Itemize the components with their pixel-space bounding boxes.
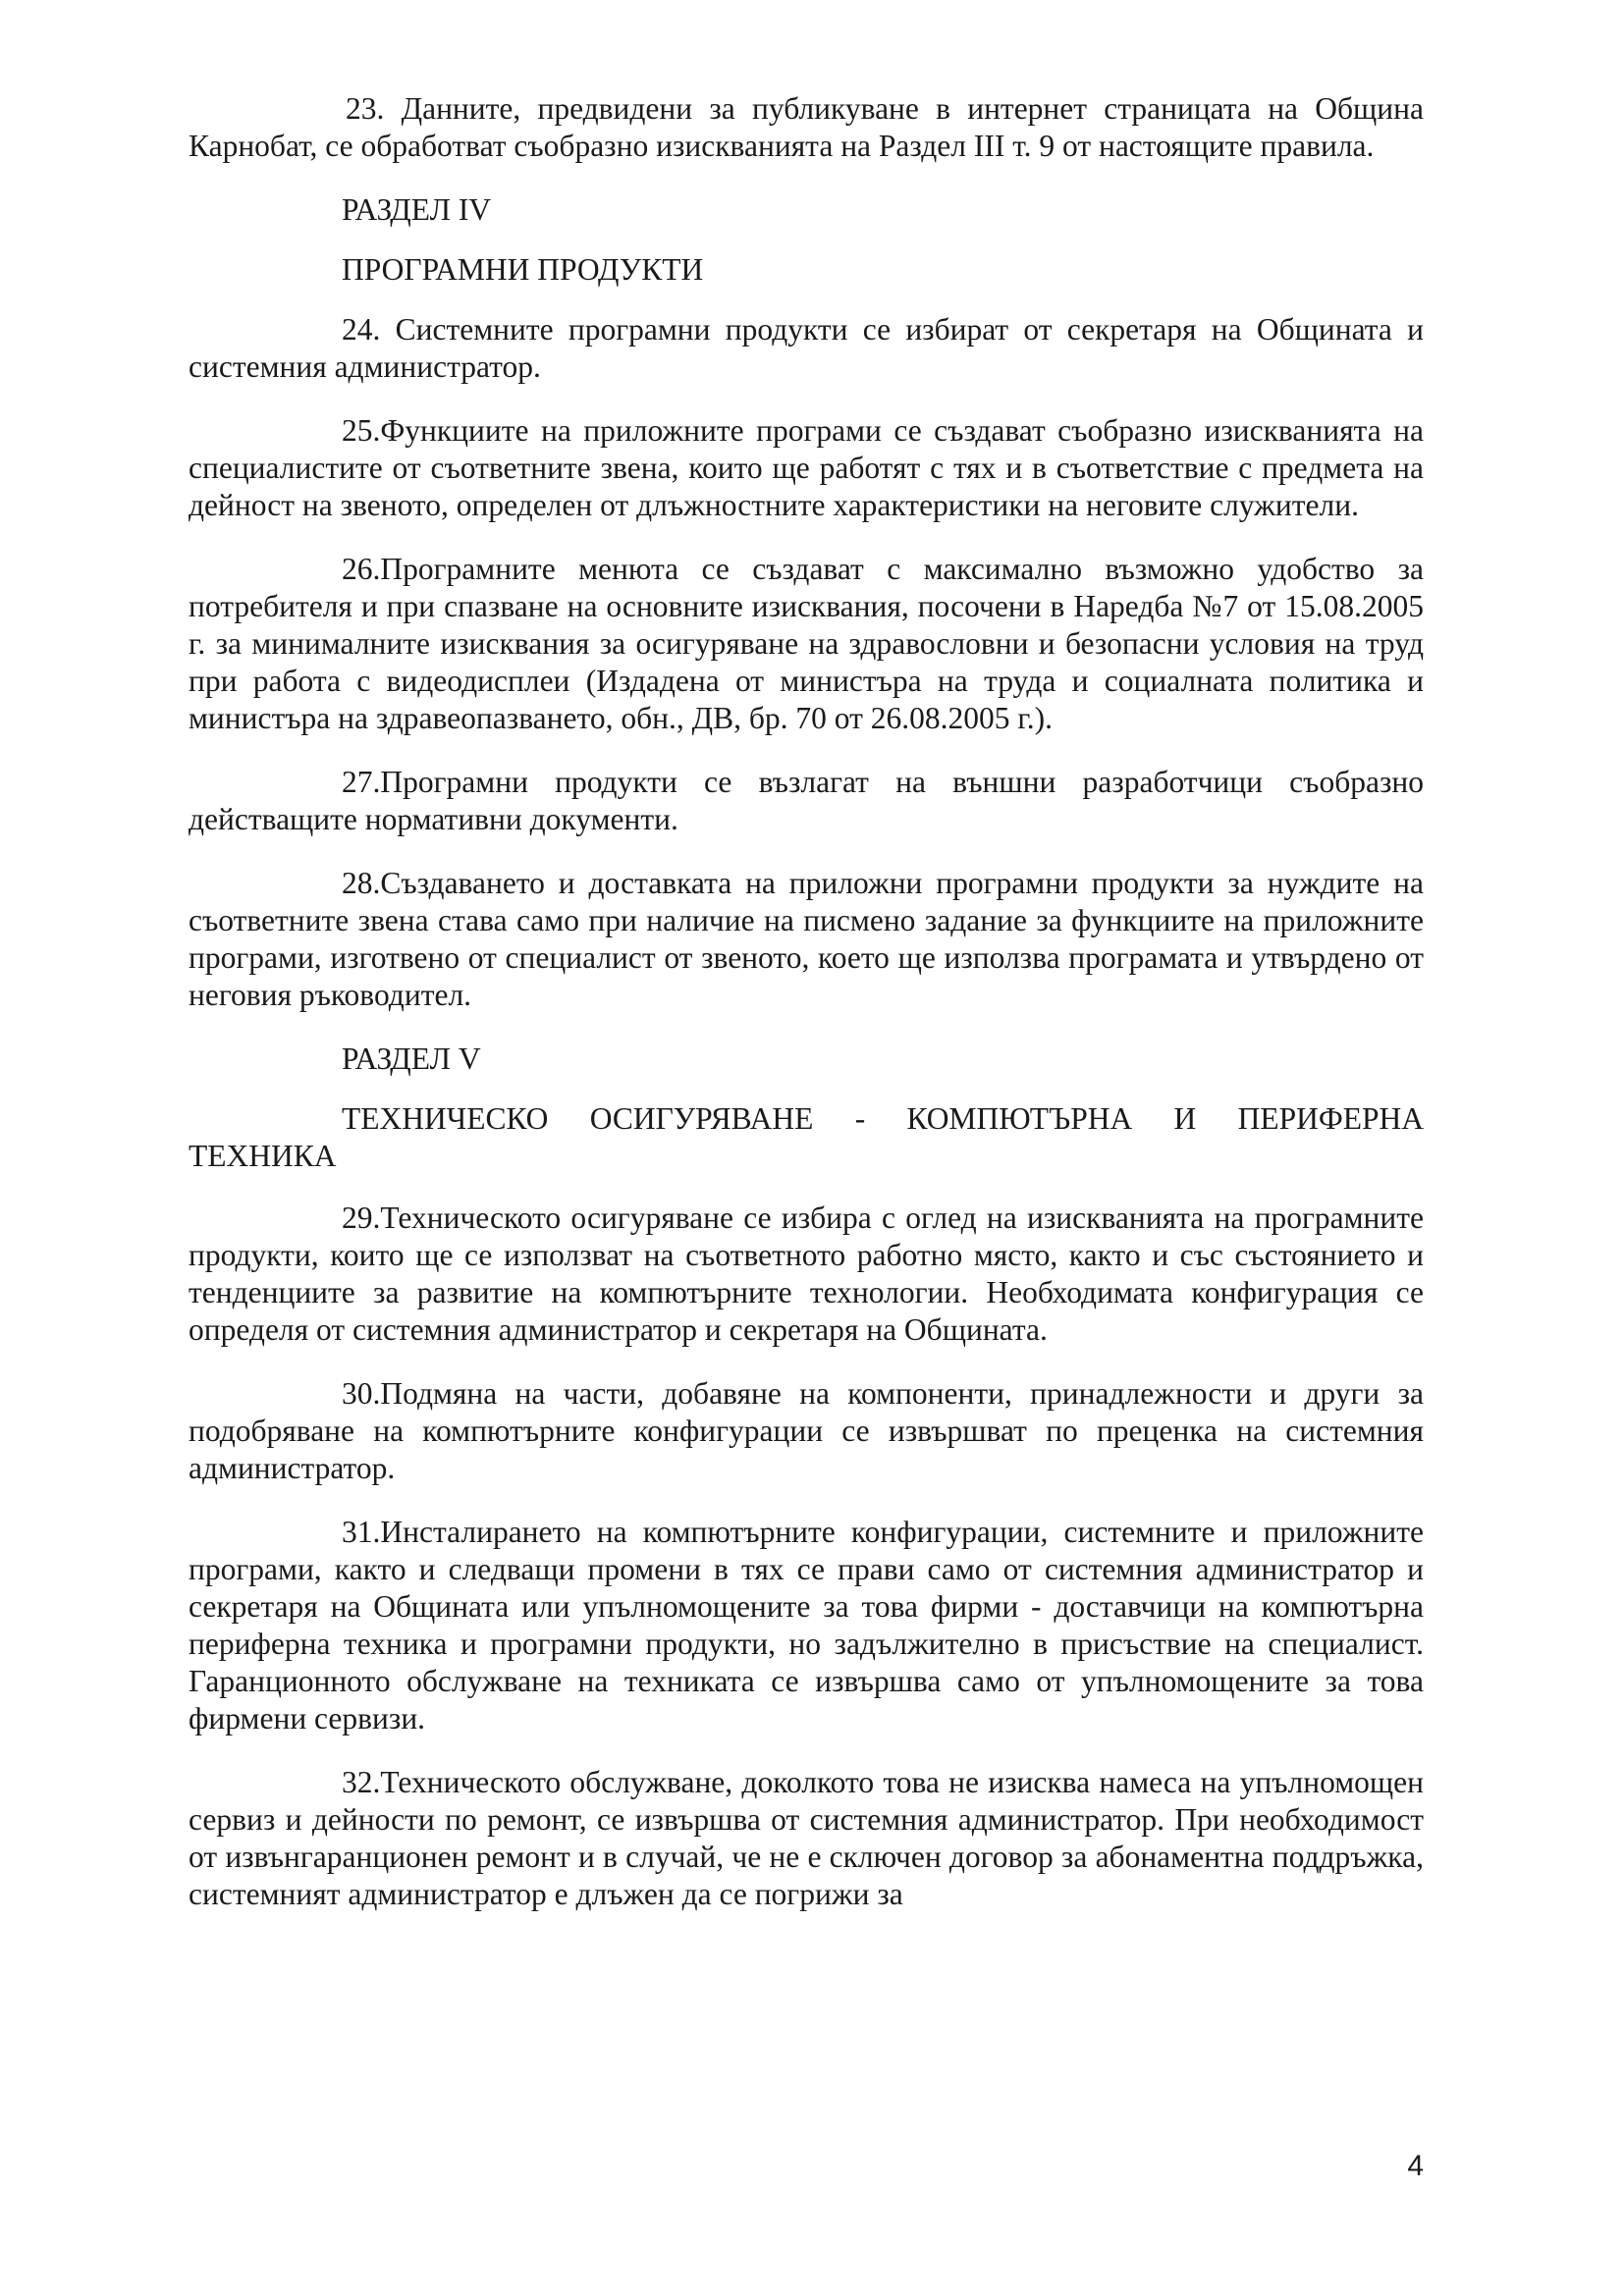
paragraph-31: 31.Инсталирането на компютърните конфигурации, системните и приложните програми, както и следващи промени в тях се прави само от системния администратор и секретаря на Общината или упълномощените за това фирми - доставчици на компютърна периферна техника и програмни продукти, но задължително в присъствие на специалист. Гаранционното обслужване на техниката се извършва само от упълномощените за това фирмени сервизи. — [189, 1515, 1424, 1735]
paragraph-25: 25.Функциите на приложните програми се създават съобразно изискванията на специалистите от съответните звена, които ще работят с тях и в съответствие с предмета на дейност на звеното, определен от длъжностните характеристики на неговите служители. — [189, 413, 1424, 522]
paragraph-24: 24. Системните програмни продукти се избират от секретаря на Общината и системния администратор. — [189, 312, 1424, 384]
paragraph-30: 30.Подмяна на части, добавяне на компоненти, принадлежности и други за подобряване на компютърните конфигурации се извършват по преценка на системния администратор. — [189, 1376, 1424, 1485]
paragraph-29: 29.Техническото осигуряване се избира с оглед на изискванията на програмните продукти, които ще се използват на съответното работно място, както и със състоянието и тенденциите за развитие на компютърните технологии. Необходимата конфигурация се определя от системния администратор и секретаря на Общината. — [189, 1201, 1424, 1347]
section-5-heading: ТЕХНИЧЕСКО ОСИГУРЯВАНЕ - КОМПЮТЪРНА И ПЕРИФЕРНА ТЕХНИКА — [189, 1101, 1424, 1173]
section-5-title: РАЗДЕЛ V — [342, 1041, 481, 1076]
paragraph-26: 26.Програмните менюта се създават с максимално възможно удобство за потребителя и при спазване на основните изисквания, посочени в Наредба №7 от 15.08.2005 г. за минималните изисквания за осигуряване на здравословни и безопасни условия на труд при работа с видеодисплеи (Издадена от министъра на труда и социалната политика и министъра на здравеопазването, обн., ДВ, бр. 70 от 26.08.2005 г.). — [189, 552, 1424, 735]
section-4-heading: ПРОГРАМНИ ПРОДУКТИ — [342, 252, 704, 287]
paragraph-27: 27.Програмни продукти се възлагат на външни разработчици съобразно действащите нормативни документи. — [189, 765, 1424, 836]
page-number: 4 — [1407, 2150, 1424, 2182]
section-4-title: РАЗДЕЛ IV — [342, 192, 492, 227]
paragraph-28: 28.Създаването и доставката на приложни програмни продукти за нуждите на съответните звена става само при наличие на писмено задание за функциите на приложните програми, изготвено от специалист от звеното, което ще използва програмата и утвърдено от неговия ръководител. — [189, 866, 1424, 1012]
paragraph-23: 23. Данните, предвидени за публикуване в интернет страницата на Община Карнобат, се обработват съобразно изискванията на Раздел III т. 9 от настоящите правила. — [189, 91, 1424, 163]
paragraph-32: 32.Техническото обслужване, доколкото това не изисква намеса на упълномощен сервиз и дейности по ремонт, се извършва от системния администратор. При необходимост от извънгаранционен ремонт и в случай, че не е сключен договор за абонаментна поддръжка, системният администратор е длъжен да се погрижи за — [189, 1765, 1424, 1911]
page-body — [189, 90, 1424, 1940]
